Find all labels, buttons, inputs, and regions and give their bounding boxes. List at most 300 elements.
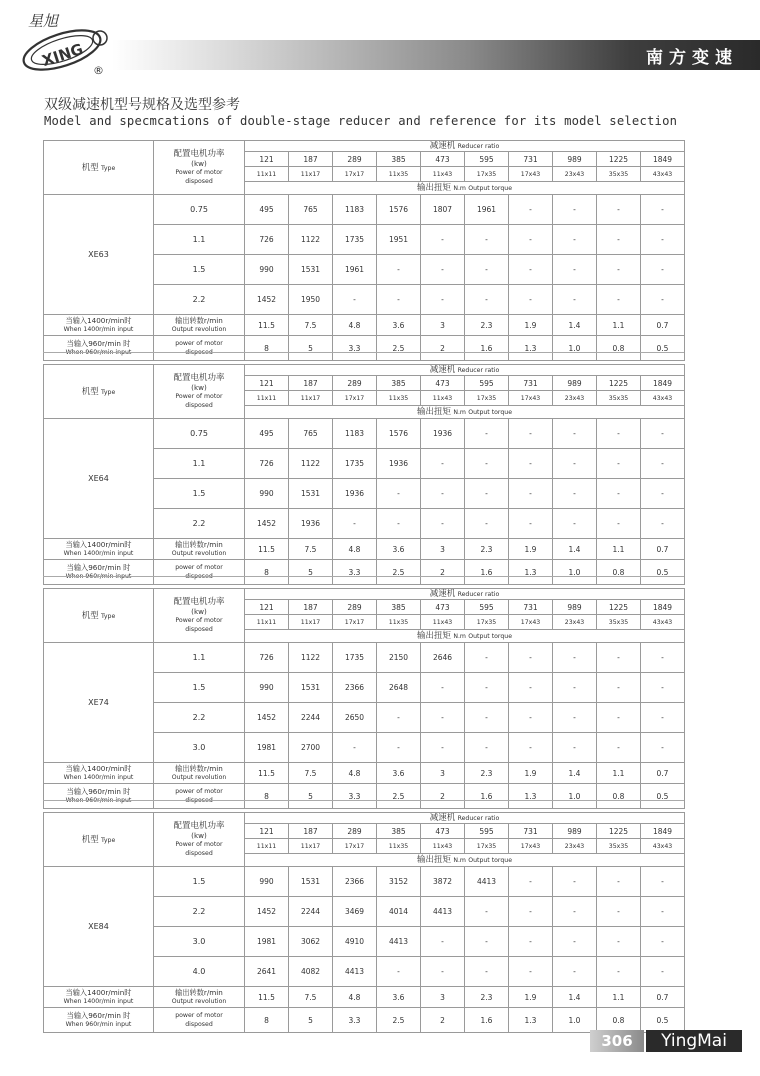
torque-value: - [617, 713, 620, 722]
torque-value: - [485, 519, 488, 528]
rev-1400-value: 2.3 [480, 320, 493, 330]
rev-960-cell [377, 560, 421, 585]
rev-960-value: 8 [264, 1015, 269, 1025]
rev-960-cell [333, 784, 377, 809]
power-row [44, 195, 685, 225]
torque-cell [641, 255, 685, 285]
ratio-cell [553, 152, 597, 167]
input-960-en: When 960r/min input [65, 349, 132, 356]
torque-cell [289, 449, 333, 479]
torque-value: - [661, 713, 664, 722]
torque-cell [289, 225, 333, 255]
power-header-cn: 配置电机功率 [173, 372, 225, 383]
ratio-cell [245, 600, 289, 615]
torque-value: - [353, 519, 356, 528]
reducer-header-cell [245, 365, 685, 376]
power-motor-label1: power of motor [175, 1012, 223, 1019]
torque-value: 2244 [300, 907, 321, 916]
torque-value: - [441, 519, 444, 528]
rev-960-value: 2.5 [392, 343, 405, 353]
torque-cell [421, 509, 465, 539]
input-1400-en: When 1400r/min input [63, 550, 134, 557]
torque-cell [245, 479, 289, 509]
rev-1400-cell [641, 987, 685, 1008]
rev-960-cell [597, 784, 641, 809]
gear-cell [641, 839, 685, 854]
ratio-value: 595 [479, 602, 494, 612]
gear-value: 17x43 [520, 394, 541, 402]
torque-value: - [441, 459, 444, 468]
rev-1400-value: 1.9 [524, 320, 537, 330]
power-motor-label2: disposed [185, 573, 213, 580]
rev-960-value: 1.0 [568, 343, 581, 353]
gear-cell [465, 615, 509, 630]
gear-value: 35x35 [608, 618, 629, 626]
rev-960-value: 0.8 [612, 567, 625, 577]
ratio-value: 595 [479, 154, 494, 164]
torque-cell [377, 509, 421, 539]
rev-960-cell [289, 336, 333, 361]
torque-value: - [485, 967, 488, 976]
torque-header-unit: N.m [453, 857, 466, 864]
rev-1400-value: 4.8 [348, 544, 361, 554]
rev-1400-value: 4.8 [348, 320, 361, 330]
ratio-cell [465, 152, 509, 167]
torque-cell [289, 897, 333, 927]
torque-value: 1936 [432, 429, 453, 438]
torque-value: 990 [259, 265, 274, 274]
torque-value: 2366 [344, 877, 365, 886]
rev-960-cell [641, 1008, 685, 1033]
torque-value: - [529, 937, 532, 946]
rev-960-value: 2.5 [392, 567, 405, 577]
torque-value: - [573, 205, 576, 214]
torque-value: - [617, 653, 620, 662]
torque-cell [641, 897, 685, 927]
gear-cell [553, 839, 597, 854]
rev-960-cell [509, 336, 553, 361]
torque-value: - [573, 653, 576, 662]
torque-value: - [441, 967, 444, 976]
torque-cell [421, 673, 465, 703]
torque-cell [641, 195, 685, 225]
torque-value: 1122 [300, 653, 321, 662]
torque-value: - [661, 937, 664, 946]
header-row [44, 365, 685, 376]
torque-cell [289, 509, 333, 539]
ratio-value: 989 [567, 378, 582, 388]
power-motor-cell [154, 784, 245, 809]
ratio-value: 121 [259, 378, 274, 388]
gear-value: 17x43 [520, 170, 541, 178]
torque-cell [421, 479, 465, 509]
model-header-en: Type [101, 836, 116, 844]
gear-cell [245, 167, 289, 182]
power-cell [154, 703, 245, 733]
torque-value: 1576 [388, 429, 409, 438]
rev-1400-cell [245, 539, 289, 560]
model-name: XE74 [88, 698, 109, 707]
model-header-cn: 机型 [81, 834, 99, 845]
torque-value: - [573, 937, 576, 946]
rev-1400-cell [421, 763, 465, 784]
torque-cell [465, 703, 509, 733]
gear-cell [421, 167, 465, 182]
rev-1400-value: 3 [440, 320, 445, 330]
torque-cell [289, 479, 333, 509]
ratio-cell [509, 600, 553, 615]
section-divider [43, 352, 684, 353]
rev-1400-value: 0.7 [656, 320, 669, 330]
gear-cell [377, 391, 421, 406]
torque-cell [597, 225, 641, 255]
rev-1400-value: 3.6 [392, 544, 405, 554]
gear-cell [641, 391, 685, 406]
gear-value: 11x43 [432, 170, 453, 178]
torque-value: - [573, 713, 576, 722]
output-rev-cn: 输出转数r/min [175, 764, 223, 773]
gear-cell [421, 391, 465, 406]
rev-960-value: 0.5 [656, 567, 669, 577]
reducer-header-cn: 减速机 [429, 141, 456, 151]
page-number: 306 [590, 1030, 644, 1052]
rev-1400-cell [333, 315, 377, 336]
torque-header-unit: N.m [453, 409, 466, 416]
rev-1400-value: 7.5 [304, 768, 317, 778]
rev-960-value: 2 [440, 1015, 445, 1025]
ratio-value: 121 [259, 154, 274, 164]
torque-cell [333, 449, 377, 479]
ratio-value: 731 [523, 602, 538, 612]
ratio-cell [509, 376, 553, 391]
rev-1400-value: 1.4 [568, 992, 581, 1002]
rev-1400-value: 11.5 [258, 768, 275, 778]
torque-value: - [397, 265, 400, 274]
torque-cell [641, 867, 685, 897]
rev-960-cell [597, 336, 641, 361]
torque-cell [421, 285, 465, 315]
torque-value: 4413 [432, 907, 453, 916]
torque-cell [289, 255, 333, 285]
rev-1400-value: 0.7 [656, 768, 669, 778]
gear-value: 23x43 [564, 618, 585, 626]
torque-value: 1576 [388, 205, 409, 214]
torque-value: - [441, 265, 444, 274]
gear-cell [465, 839, 509, 854]
rev-960-value: 0.8 [612, 343, 625, 353]
rev-960-cell [597, 1008, 641, 1033]
power-motor-label2: disposed [185, 1021, 213, 1028]
torque-value: - [441, 713, 444, 722]
power-row [44, 643, 685, 673]
input-960-cell [44, 1008, 154, 1033]
torque-value: 1961 [344, 265, 365, 274]
torque-cell [509, 867, 553, 897]
ratio-cell [421, 376, 465, 391]
gear-cell [245, 615, 289, 630]
rev-1400-cell [641, 315, 685, 336]
torque-value: - [529, 429, 532, 438]
output-rev-cell [154, 987, 245, 1008]
gear-value: 17x17 [344, 618, 365, 626]
gear-cell [641, 167, 685, 182]
torque-cell [465, 419, 509, 449]
rev-1400-value: 11.5 [258, 544, 275, 554]
torque-cell [377, 897, 421, 927]
power-cell [154, 285, 245, 315]
torque-cell [289, 195, 333, 225]
torque-value: 495 [259, 429, 274, 438]
input-960-cell [44, 784, 154, 809]
rev-1400-cell [289, 763, 333, 784]
power-header-cn: 配置电机功率 [173, 820, 225, 831]
rev-960-cell [641, 560, 685, 585]
power-value: 2.2 [192, 519, 206, 528]
output-1400-row [44, 987, 685, 1008]
torque-value: - [485, 235, 488, 244]
rev-1400-cell [509, 539, 553, 560]
torque-cell [333, 225, 377, 255]
torque-value: - [485, 653, 488, 662]
rev-960-value: 8 [264, 567, 269, 577]
rev-960-value: 3.3 [348, 791, 361, 801]
gear-cell [377, 615, 421, 630]
ratio-cell [333, 600, 377, 615]
output-rev-en: Output revolution [171, 550, 227, 557]
rev-1400-cell [245, 315, 289, 336]
gear-cell [465, 167, 509, 182]
torque-value: 1183 [344, 205, 365, 214]
power-cell [154, 419, 245, 449]
gear-value: 43x43 [652, 170, 673, 178]
model-name: XE84 [88, 922, 109, 931]
power-header-cn: 配置电机功率 [173, 148, 225, 159]
gear-value: 35x35 [608, 394, 629, 402]
torque-value: - [441, 937, 444, 946]
rev-1400-value: 1.9 [524, 544, 537, 554]
rev-960-value: 5 [308, 1015, 313, 1025]
torque-value: 1936 [344, 489, 365, 498]
power-header-en2: disposed [185, 625, 213, 633]
gear-cell [553, 391, 597, 406]
torque-cell [553, 195, 597, 225]
torque-cell [245, 255, 289, 285]
torque-cell [289, 867, 333, 897]
ratio-cell [509, 152, 553, 167]
gear-value: 11x35 [388, 618, 409, 626]
torque-cell [553, 449, 597, 479]
gear-cell [289, 839, 333, 854]
torque-cell [553, 897, 597, 927]
rev-1400-cell [421, 539, 465, 560]
rev-1400-value: 2.3 [480, 544, 493, 554]
ratio-value: 473 [435, 378, 450, 388]
power-value: 3.0 [192, 743, 206, 752]
rev-1400-cell [245, 763, 289, 784]
ratio-value: 989 [567, 154, 582, 164]
rev-960-cell [553, 784, 597, 809]
torque-header-en: Output torque [468, 857, 512, 864]
torque-value: 2244 [300, 713, 321, 722]
rev-1400-cell [641, 763, 685, 784]
torque-value: 1531 [300, 489, 321, 498]
gear-value: 17x43 [520, 618, 541, 626]
torque-value: - [617, 205, 620, 214]
torque-cell [597, 479, 641, 509]
torque-value: 2150 [388, 653, 409, 662]
ratio-value: 289 [347, 826, 362, 836]
torque-value: - [485, 683, 488, 692]
torque-cell [509, 703, 553, 733]
ratio-cell [289, 152, 333, 167]
torque-cell [509, 957, 553, 987]
ratio-cell [377, 152, 421, 167]
torque-cell [377, 255, 421, 285]
power-header-en2: disposed [185, 401, 213, 409]
torque-value: 726 [259, 653, 274, 662]
rev-1400-value: 1.4 [568, 544, 581, 554]
torque-value: 3872 [432, 877, 453, 886]
ratio-cell [553, 376, 597, 391]
spec-table-xe64 [43, 364, 685, 585]
rev-1400-value: 11.5 [258, 992, 275, 1002]
torque-cell [289, 733, 333, 763]
input-960-cell [44, 336, 154, 361]
ratio-value: 385 [391, 826, 406, 836]
ratio-value: 1225 [608, 602, 629, 612]
torque-cell [377, 419, 421, 449]
torque-cell [377, 673, 421, 703]
rev-1400-value: 0.7 [656, 544, 669, 554]
rev-960-cell [465, 336, 509, 361]
rev-1400-value: 3 [440, 992, 445, 1002]
power-value: 2.2 [192, 295, 206, 304]
rev-960-value: 0.8 [612, 791, 625, 801]
torque-cell [641, 419, 685, 449]
rev-1400-cell [553, 987, 597, 1008]
torque-value: - [441, 295, 444, 304]
rev-1400-cell [289, 987, 333, 1008]
torque-cell [553, 643, 597, 673]
gear-cell [289, 615, 333, 630]
gear-value: 17x17 [344, 842, 365, 850]
torque-value: 495 [259, 205, 274, 214]
rev-960-value: 2 [440, 343, 445, 353]
power-header-unit: (kw) [191, 830, 207, 840]
torque-cell [245, 867, 289, 897]
torque-value: - [573, 429, 576, 438]
ratio-cell [465, 824, 509, 839]
rev-1400-cell [465, 987, 509, 1008]
torque-value: - [617, 907, 620, 916]
torque-cell [421, 897, 465, 927]
torque-cell [333, 643, 377, 673]
gear-cell [509, 615, 553, 630]
torque-cell [377, 479, 421, 509]
rev-960-cell [245, 1008, 289, 1033]
gear-value: 17x17 [344, 394, 365, 402]
gear-value: 17x35 [476, 170, 497, 178]
torque-cell [421, 195, 465, 225]
ratio-value: 385 [391, 154, 406, 164]
gear-cell [333, 391, 377, 406]
rev-1400-value: 7.5 [304, 992, 317, 1002]
rev-960-value: 2 [440, 567, 445, 577]
power-header-cell [154, 365, 245, 419]
torque-value: - [661, 877, 664, 886]
torque-value: 3469 [344, 907, 365, 916]
spec-table-xe63 [43, 140, 685, 361]
torque-value: 2650 [344, 713, 365, 722]
torque-cell [641, 673, 685, 703]
input-1400-en: When 1400r/min input [63, 326, 134, 333]
rev-1400-value: 4.8 [348, 768, 361, 778]
torque-value: 2700 [300, 743, 321, 752]
model-header-cn: 机型 [81, 610, 99, 621]
torque-value: - [529, 295, 532, 304]
gear-cell [289, 391, 333, 406]
rev-1400-cell [377, 539, 421, 560]
rev-960-cell [509, 560, 553, 585]
power-header-en2: disposed [185, 849, 213, 857]
torque-cell [597, 703, 641, 733]
torque-cell [641, 285, 685, 315]
rev-960-value: 8 [264, 343, 269, 353]
torque-cell [597, 733, 641, 763]
torque-value: - [661, 429, 664, 438]
rev-1400-value: 3.6 [392, 768, 405, 778]
gear-value: 11x43 [432, 618, 453, 626]
torque-value: - [573, 489, 576, 498]
power-header-cell [154, 813, 245, 867]
torque-header-cn: 输出扭矩 [417, 631, 452, 641]
gear-value: 23x43 [564, 842, 585, 850]
gear-cell [421, 839, 465, 854]
rev-1400-cell [421, 987, 465, 1008]
reducer-header-cn: 减速机 [429, 365, 456, 375]
ratio-cell [333, 376, 377, 391]
gear-cell [245, 839, 289, 854]
power-header-cell [154, 589, 245, 643]
input-1400-cell [44, 987, 154, 1008]
model-header-cell [44, 141, 154, 195]
gear-value: 17x35 [476, 842, 497, 850]
torque-value: - [617, 683, 620, 692]
rev-960-value: 1.3 [524, 567, 537, 577]
torque-cell [289, 673, 333, 703]
ratio-cell [597, 824, 641, 839]
torque-value: 1950 [300, 295, 321, 304]
ratio-value: 187 [303, 826, 318, 836]
torque-value: - [573, 265, 576, 274]
torque-value: - [617, 235, 620, 244]
ratio-value: 989 [567, 826, 582, 836]
power-row [44, 419, 685, 449]
torque-value: - [353, 743, 356, 752]
torque-value: - [661, 743, 664, 752]
torque-cell [509, 897, 553, 927]
gear-cell [553, 167, 597, 182]
ratio-value: 473 [435, 826, 450, 836]
power-cell [154, 643, 245, 673]
rev-960-value: 3.3 [348, 1015, 361, 1025]
power-value: 1.1 [192, 653, 206, 662]
torque-cell [509, 419, 553, 449]
torque-cell [245, 673, 289, 703]
torque-cell [641, 733, 685, 763]
torque-value: 1807 [432, 205, 453, 214]
torque-cell [421, 225, 465, 255]
